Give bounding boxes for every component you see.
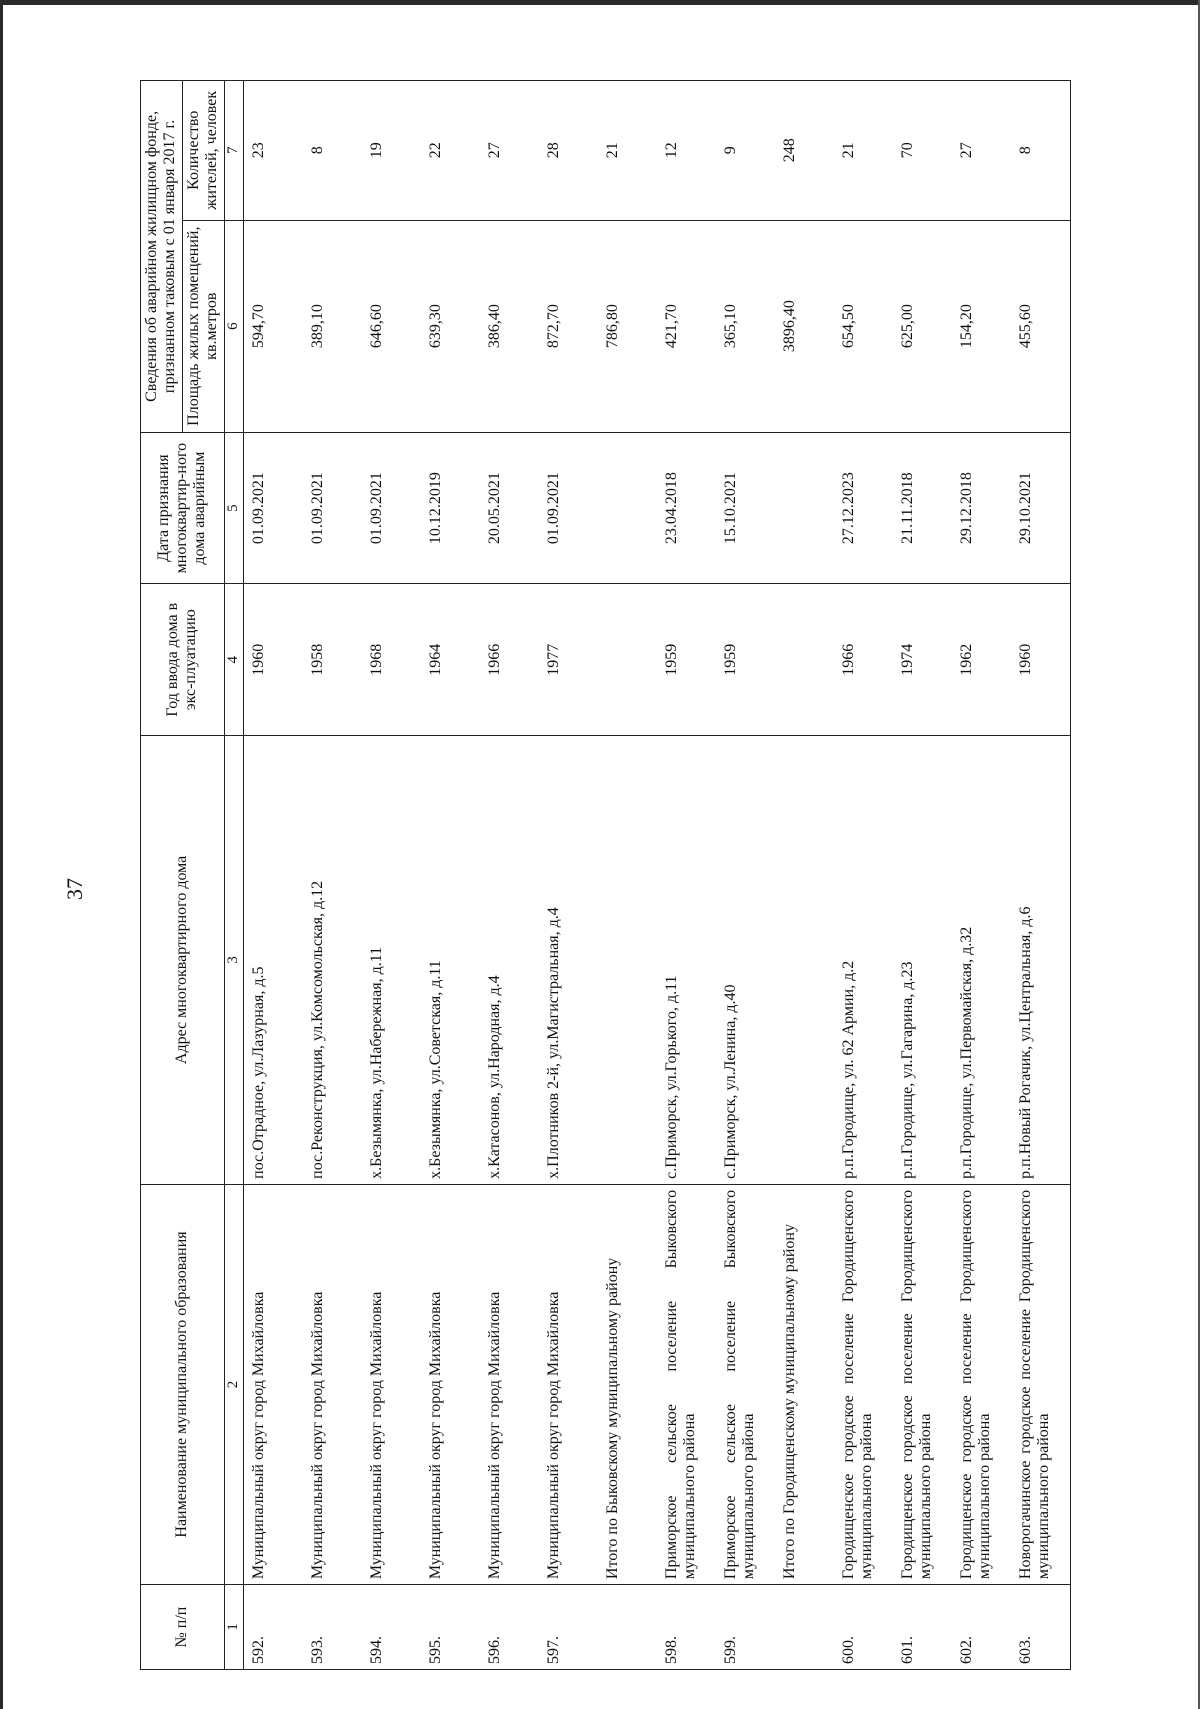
emergency-date: 21.11.2018: [893, 432, 952, 584]
row-number: [598, 1585, 657, 1670]
table-row: [480, 81, 539, 1670]
municipality-name: Городищенское городское поселение Городищенского муниципального района: [893, 1184, 952, 1584]
municipality-name: Городищенское городское поселение Городищенского муниципального района: [952, 1184, 1011, 1584]
house-address: [775, 736, 834, 1185]
scan-border-top: [0, 0, 1200, 5]
house-address: х.Плотников 2-й, ул.Магистральная, д.4: [539, 736, 598, 1185]
emergency-date: 29.12.2018: [952, 432, 1011, 584]
municipality-name: Приморское сельское поселение Быковского муниципального района: [716, 1184, 775, 1584]
municipality-name: Приморское сельское поселение Быковского муниципального района: [657, 1184, 716, 1584]
residents-count: 19: [362, 81, 421, 221]
table-row: [303, 81, 362, 1670]
header-people: Количество жителей, человек: [182, 81, 224, 221]
emergency-date: 15.10.2021: [716, 432, 775, 584]
rotated-page: [62, 90, 1052, 1690]
house-address: с.Приморск, ул.Горького, д.11: [657, 736, 716, 1185]
house-address: р.п.Городище, ул.Гагарина, д.23: [893, 736, 952, 1185]
row-number: 601.: [893, 1585, 952, 1670]
row-number: 596.: [480, 1585, 539, 1670]
living-area: 421,70: [657, 220, 716, 432]
row-number: 599.: [716, 1585, 775, 1670]
house-address: х.Безымянка, ул.Советская, д.11: [421, 736, 480, 1185]
subtotal-row: [775, 81, 834, 1670]
row-number: 598.: [657, 1585, 716, 1670]
table-header: [141, 81, 244, 1670]
emergency-date: 27.12.2023: [834, 432, 893, 584]
emergency-date: 01.09.2021: [243, 432, 303, 584]
commission-year: 1959: [657, 584, 716, 736]
header-number: № п/п: [141, 1585, 225, 1670]
house-address: пос.Реконструкция, ул.Комсомольская, д.12: [303, 736, 362, 1185]
municipality-name: Итого по Городищенскому муниципальному району: [775, 1184, 834, 1584]
municipality-name: Муниципальный округ город Михайловка: [243, 1184, 303, 1584]
emergency-date: [775, 432, 834, 584]
emergency-date: 01.09.2021: [362, 432, 421, 584]
table-row: [362, 81, 421, 1670]
column-number: 3: [224, 736, 243, 1185]
living-area: 386,40: [480, 220, 539, 432]
house-address: пос.Отрадное, ул.Лазурная, д.5: [243, 736, 303, 1185]
commission-year: [775, 584, 834, 736]
commission-year: 1960: [1011, 584, 1071, 736]
commission-year: 1964: [421, 584, 480, 736]
municipality-name: Муниципальный округ город Михайловка: [421, 1184, 480, 1584]
living-area: 654,50: [834, 220, 893, 432]
house-address: х.Катасонов, ул.Народная, д.4: [480, 736, 539, 1185]
living-area: 365,10: [716, 220, 775, 432]
commission-year: 1959: [716, 584, 775, 736]
header-area: Площадь жилых помещений, кв.метров: [182, 220, 224, 432]
house-address: р.п.Новый Рогачик, ул.Центральная, д.6: [1011, 736, 1071, 1185]
table-row: [657, 81, 716, 1670]
commission-year: 1968: [362, 584, 421, 736]
row-number: 595.: [421, 1585, 480, 1670]
column-number: 4: [224, 584, 243, 736]
house-address: [598, 736, 657, 1185]
living-area: 594,70: [243, 220, 303, 432]
commission-year: 1960: [243, 584, 303, 736]
page-number: 37: [62, 878, 87, 900]
column-number: 7: [224, 81, 243, 221]
living-area: 639,30: [421, 220, 480, 432]
residents-count: 23: [243, 81, 303, 221]
commission-year: [598, 584, 657, 736]
municipality-name: Муниципальный округ город Михайловка: [539, 1184, 598, 1584]
living-area: 455,60: [1011, 220, 1071, 432]
living-area: 3896,40: [775, 220, 834, 432]
commission-year: 1977: [539, 584, 598, 736]
row-number: 600.: [834, 1585, 893, 1670]
commission-year: 1966: [480, 584, 539, 736]
municipality-name: Муниципальный округ город Михайловка: [303, 1184, 362, 1584]
house-address: р.п.Городище, ул.Первомайская, д.32: [952, 736, 1011, 1185]
municipality-name: Итого по Быковскому муниципальному району: [598, 1184, 657, 1584]
residents-count: 21: [834, 81, 893, 221]
table-row: [893, 81, 952, 1670]
table-row: [243, 81, 303, 1670]
municipality-name: Городищенское городское поселение Городищенского муниципального района: [834, 1184, 893, 1584]
row-number: 593.: [303, 1585, 362, 1670]
row-number: 602.: [952, 1585, 1011, 1670]
house-address: с.Приморск, ул.Ленина, д.40: [716, 736, 775, 1185]
row-number: 594.: [362, 1585, 421, 1670]
emergency-date: [598, 432, 657, 584]
emergency-date: 20.05.2021: [480, 432, 539, 584]
row-number: 603.: [1011, 1585, 1071, 1670]
table-row: [716, 81, 775, 1670]
column-numbers-row: [224, 81, 243, 1670]
living-area: 646,60: [362, 220, 421, 432]
residents-count: 27: [480, 81, 539, 221]
emergency-date: 01.09.2021: [539, 432, 598, 584]
commission-year: 1958: [303, 584, 362, 736]
table-body: [243, 81, 1070, 1670]
table-row: [1011, 81, 1071, 1670]
table-row: [834, 81, 893, 1670]
municipality-name: Муниципальный округ город Михайловка: [480, 1184, 539, 1584]
living-area: 625,00: [893, 220, 952, 432]
emergency-housing-table: [140, 80, 1071, 1670]
table-row: [952, 81, 1011, 1670]
header-date: Дата признания многоквартир-ного дома аварийным: [141, 432, 225, 584]
emergency-date: 29.10.2021: [1011, 432, 1071, 584]
row-number: 592.: [243, 1585, 303, 1670]
residents-count: 248: [775, 81, 834, 221]
residents-count: 12: [657, 81, 716, 221]
header-municipality: Наименование муниципального образования: [141, 1184, 225, 1584]
living-area: 786,80: [598, 220, 657, 432]
house-address: х.Безымянка, ул.Набережная, д.11: [362, 736, 421, 1185]
residents-count: 70: [893, 81, 952, 221]
table-row: [421, 81, 480, 1670]
living-area: 389,10: [303, 220, 362, 432]
header-group: Сведения об аварийном жилищном фонде, признанном таковым с 01 января 2017 г.: [141, 81, 183, 433]
living-area: 872,70: [539, 220, 598, 432]
column-number: 1: [224, 1585, 243, 1670]
emergency-date: 23.04.2018: [657, 432, 716, 584]
commission-year: 1962: [952, 584, 1011, 736]
row-number: 597.: [539, 1585, 598, 1670]
emergency-date: 10.12.2019: [421, 432, 480, 584]
living-area: 154,20: [952, 220, 1011, 432]
emergency-date: 01.09.2021: [303, 432, 362, 584]
column-number: 5: [224, 432, 243, 584]
residents-count: 28: [539, 81, 598, 221]
residents-count: 8: [303, 81, 362, 221]
header-address: Адрес многоквартирного дома: [141, 736, 225, 1185]
residents-count: 27: [952, 81, 1011, 221]
residents-count: 9: [716, 81, 775, 221]
municipality-name: Муниципальный округ город Михайловка: [362, 1184, 421, 1584]
scan-border-left: [0, 0, 3, 1709]
residents-count: 22: [421, 81, 480, 221]
commission-year: 1966: [834, 584, 893, 736]
column-number: 2: [224, 1184, 243, 1584]
house-address: р.п.Городище, ул. 62 Армии, д.2: [834, 736, 893, 1185]
municipality-name: Новорогачинское городское поселение Городищенского муниципального района: [1011, 1184, 1071, 1584]
table-row: [539, 81, 598, 1670]
subtotal-row: [598, 81, 657, 1670]
residents-count: 8: [1011, 81, 1071, 221]
residents-count: 21: [598, 81, 657, 221]
commission-year: 1974: [893, 584, 952, 736]
column-number: 6: [224, 220, 243, 432]
header-year: Год ввода дома в экс-плуатацию: [141, 584, 225, 736]
row-number: [775, 1585, 834, 1670]
